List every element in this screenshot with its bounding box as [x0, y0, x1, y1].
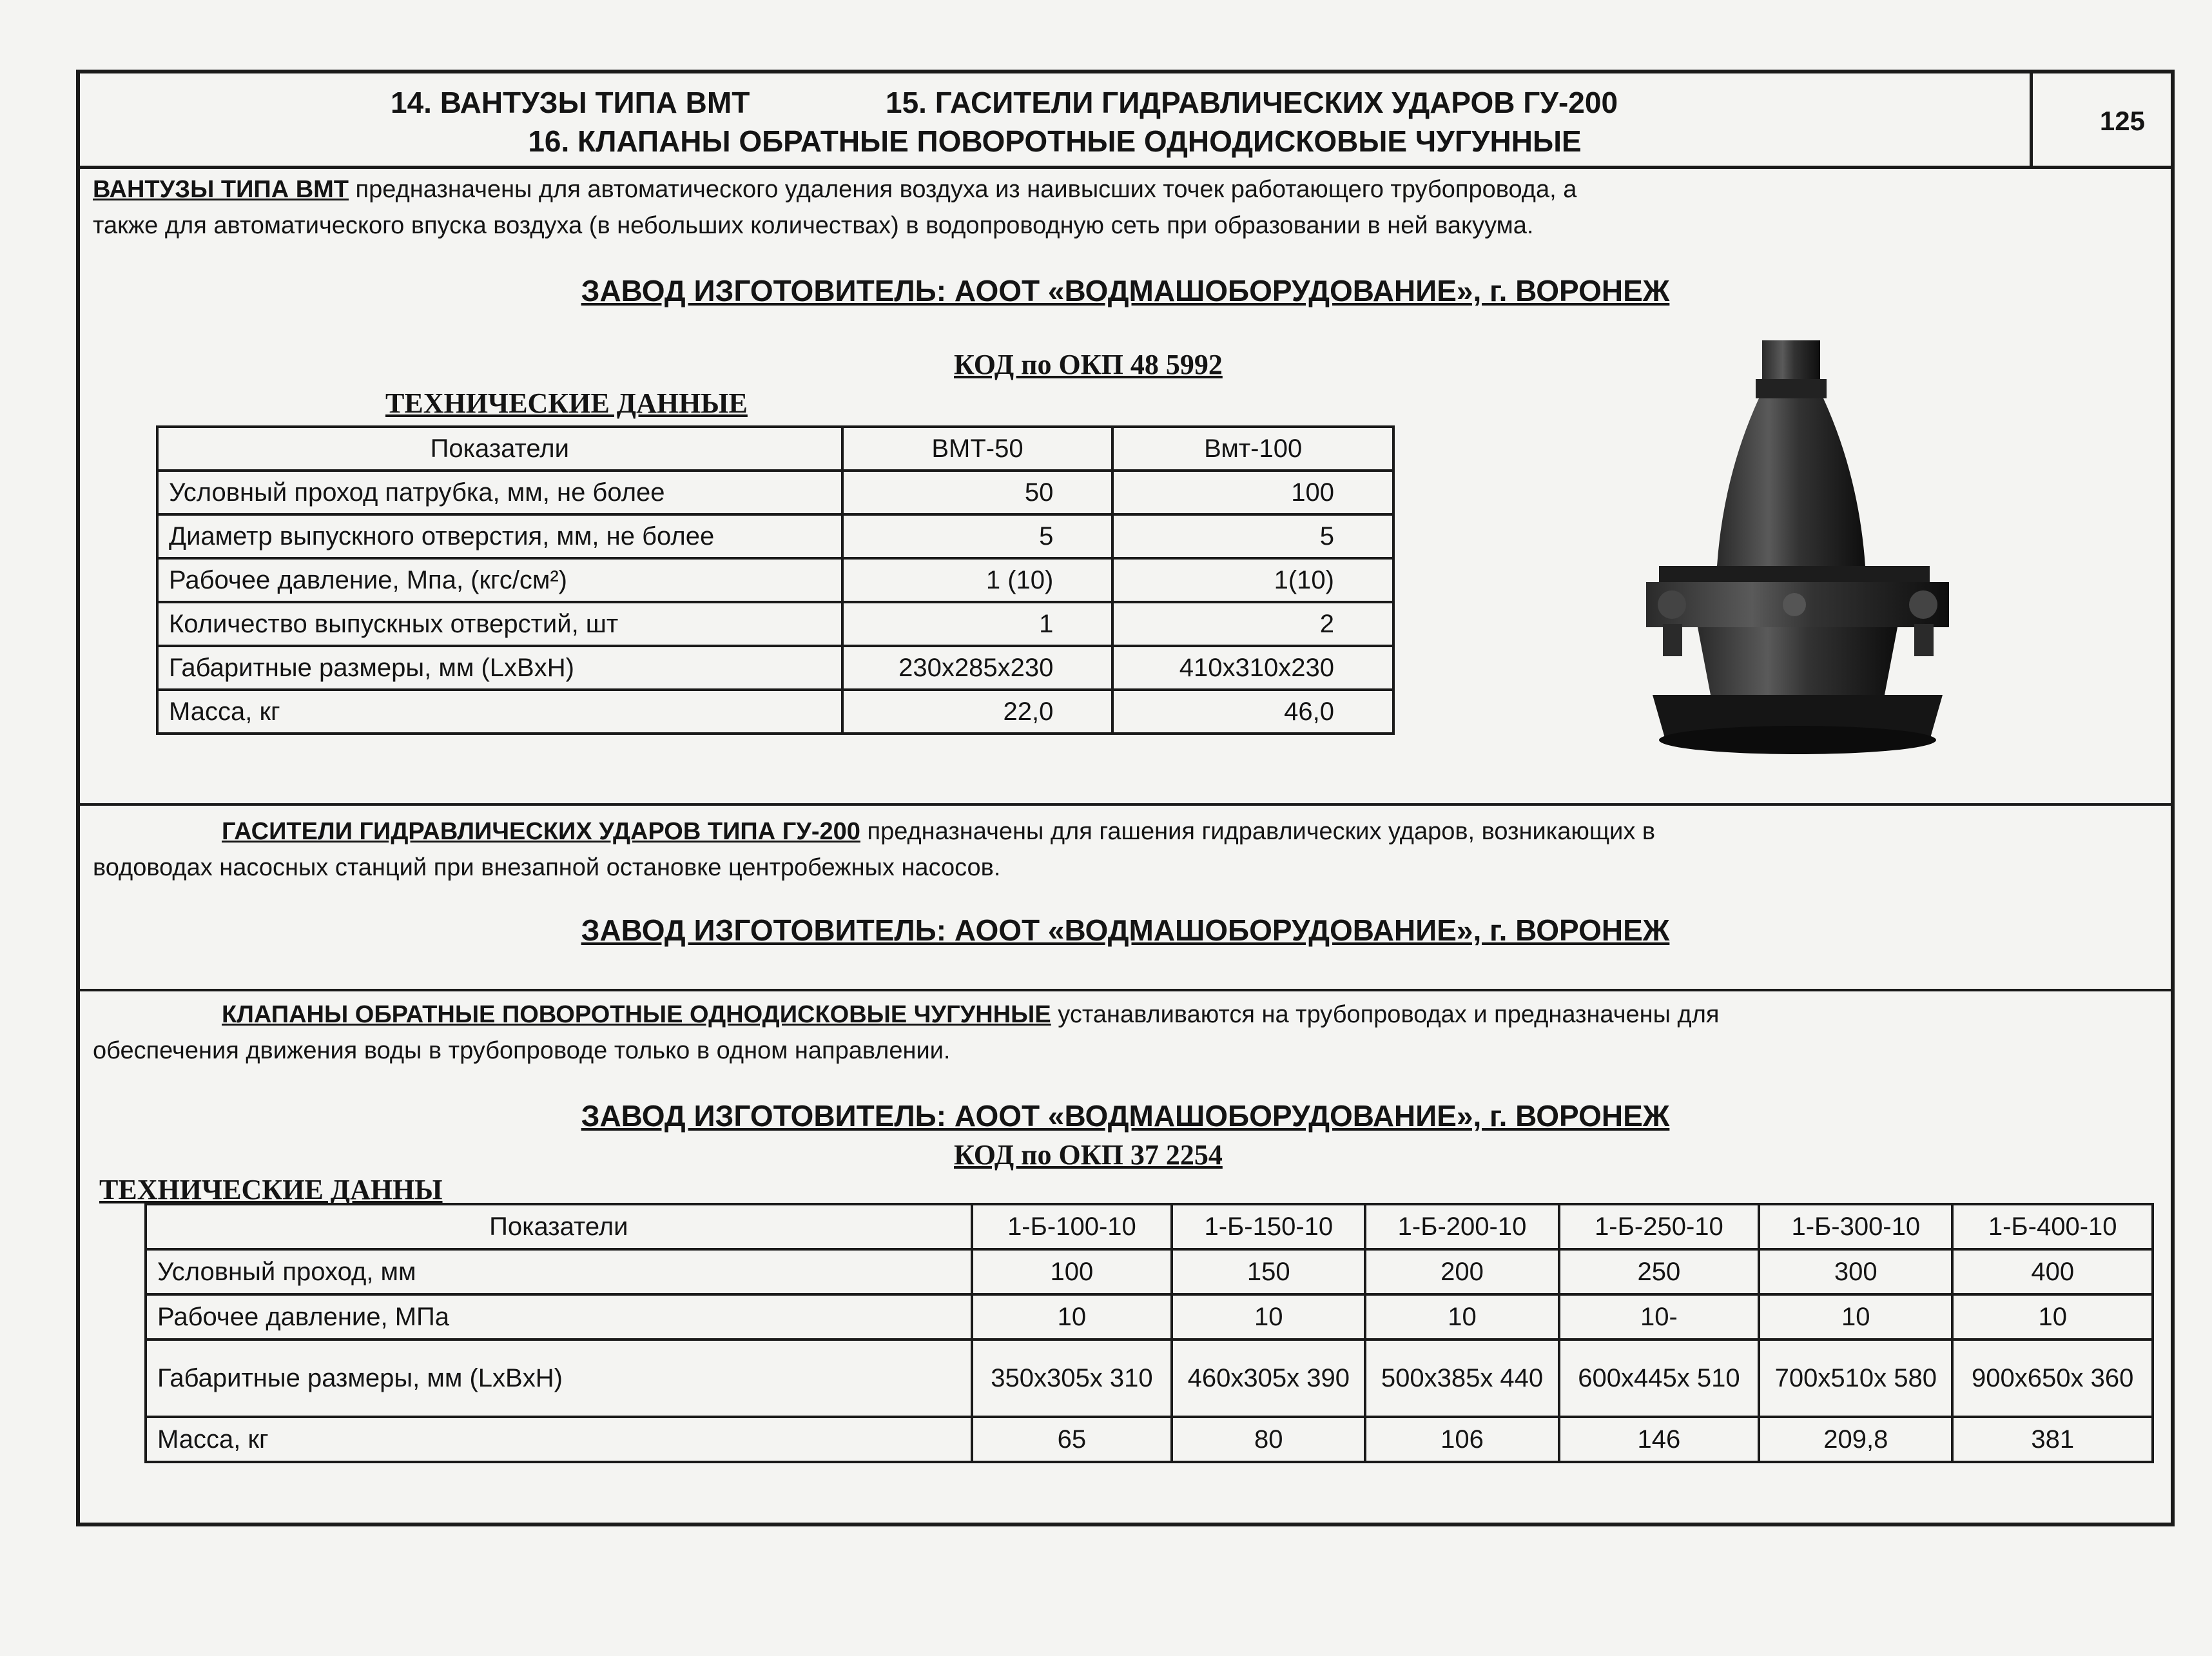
table-cell: Габаритные размеры, мм (LxBxH) [146, 1339, 972, 1417]
table-header-cell: Показатели [146, 1204, 972, 1249]
table-cell: 250 [1559, 1249, 1760, 1294]
title-14: 14. ВАНТУЗЫ ТИПА ВМТ [391, 86, 750, 119]
table-cell: 50 [842, 471, 1113, 514]
page-number: 125 [2099, 106, 2145, 136]
table-row [157, 558, 1393, 602]
table-cell: Масса, кг [157, 690, 842, 734]
table-header-cell: 1-Б-100-10 [972, 1204, 1172, 1249]
table-row [146, 1417, 2153, 1462]
table-cell: 300 [1759, 1249, 1952, 1294]
table-cell: 10 [1365, 1294, 1558, 1339]
table-cell: Рабочее давление, Мпа, (кгс/см²) [157, 558, 842, 602]
section-divider [80, 803, 2171, 806]
valves-description [93, 997, 2142, 1069]
table-cell: Условный проход патрубка, мм, не более [157, 471, 842, 514]
table-header-cell: ВМТ-50 [842, 427, 1113, 471]
table-row [157, 471, 1393, 514]
table-cell: 5 [842, 514, 1113, 558]
table-cell: Рабочее давление, МПа [146, 1294, 972, 1339]
vmt-factory: ЗАВОД ИЗГОТОВИТЕЛЬ: АООТ «ВОДМАШОБОРУДОВАНИЕ», г. ВОРОНЕЖ [581, 274, 1670, 307]
table-cell: 900x650x 360 [1952, 1339, 2153, 1417]
valves-factory: ЗАВОД ИЗГОТОВИТЕЛЬ: АООТ «ВОДМАШОБОРУДОВАНИЕ», г. ВОРОНЕЖ [581, 1099, 1670, 1133]
table-cell: 2 [1112, 602, 1393, 646]
title-16: 16. КЛАПАНЫ ОБРАТНЫЕ ПОВОРОТНЫЕ ОДНОДИСКОВЫЕ ЧУГУННЫЕ [528, 124, 1582, 158]
table-cell: 350x305x 310 [972, 1339, 1172, 1417]
table-cell: 1 (10) [842, 558, 1113, 602]
title-15: 15. ГАСИТЕЛИ ГИДРАВЛИЧЕСКИХ УДАРОВ ГУ-200 [886, 86, 1618, 119]
table-cell: 80 [1172, 1417, 1365, 1462]
page-header [80, 73, 2171, 169]
table-cell: 200 [1365, 1249, 1558, 1294]
table-row [146, 1339, 2153, 1417]
table-cell: 22,0 [842, 690, 1113, 734]
table-cell: 400 [1952, 1249, 2153, 1294]
table-header-row [157, 427, 1393, 471]
table-cell: 46,0 [1112, 690, 1393, 734]
table-cell: 700x510x 580 [1759, 1339, 1952, 1417]
table-cell: Масса, кг [146, 1417, 972, 1462]
table-cell: 10 [1172, 1294, 1365, 1339]
table-cell: 10 [972, 1294, 1172, 1339]
valves-text-line2: обеспечения движения воды в трубопроводе только в одном направлении. [93, 1037, 951, 1064]
table-header-cell: 1-Б-150-10 [1172, 1204, 1365, 1249]
table-header-cell: 1-Б-250-10 [1559, 1204, 1760, 1249]
table-cell: Габаритные размеры, мм (LxBxH) [157, 646, 842, 690]
table-cell: 410x310x230 [1112, 646, 1393, 690]
table-cell: 65 [972, 1417, 1172, 1462]
table-cell: 209,8 [1759, 1417, 1952, 1462]
section-divider [80, 989, 2171, 991]
page-frame [76, 70, 2175, 1526]
table-header-cell: 1-Б-200-10 [1365, 1204, 1558, 1249]
gu-text-line2: водоводах насосных станций при внезапной остановке центробежных насосов. [93, 854, 1001, 881]
vmt-lead: ВАНТУЗЫ ТИПА ВМТ [93, 176, 349, 203]
vantuz-valve-photo [1627, 334, 1988, 798]
table-cell: 150 [1172, 1249, 1365, 1294]
table-header-row [146, 1204, 2153, 1249]
vmt-description [93, 171, 2142, 244]
gu-factory: ЗАВОД ИЗГОТОВИТЕЛЬ: АООТ «ВОДМАШОБОРУДОВАНИЕ», г. ВОРОНЕЖ [581, 913, 1670, 947]
table-cell: 10 [1952, 1294, 2153, 1339]
table-cell: 5 [1112, 514, 1393, 558]
table-row [146, 1294, 2153, 1339]
vmt-tech-table [156, 425, 1395, 735]
table-cell: 230x285x230 [842, 646, 1113, 690]
vmt-tech-heading: ТЕХНИЧЕСКИЕ ДАННЫЕ [385, 387, 748, 419]
table-cell: Условный проход, мм [146, 1249, 972, 1294]
table-cell: 106 [1365, 1417, 1558, 1462]
table-cell: 1 [842, 602, 1113, 646]
table-header-cell: 1-Б-400-10 [1952, 1204, 2153, 1249]
table-row [146, 1249, 2153, 1294]
gu-text-line1: предназначены для гашения гидравлических ударов, возникающих в [860, 818, 1656, 845]
valves-tech-heading: ТЕХНИЧЕСКИЕ ДАННЫ [99, 1174, 443, 1205]
table-header-cell: 1-Б-300-10 [1759, 1204, 1952, 1249]
valves-tech-table [144, 1203, 2154, 1463]
header-titles [80, 73, 2033, 166]
valves-lead: КЛАПАНЫ ОБРАТНЫЕ ПОВОРОТНЫЕ ОДНОДИСКОВЫЕ ЧУГУННЫЕ [222, 1001, 1051, 1028]
table-cell: Диаметр выпускного отверстия, мм, не более [157, 514, 842, 558]
table-cell: 10 [1759, 1294, 1952, 1339]
table-header-cell: Показатели [157, 427, 842, 471]
valves-text-line1: устанавливаются на трубопроводах и предназначены для [1051, 1001, 1720, 1028]
vmt-text-line1: предназначены для автоматического удаления воздуха из наивысших точек работающего трубопровода, а [349, 176, 1577, 203]
table-cell: 500x385x 440 [1365, 1339, 1558, 1417]
table-cell: 146 [1559, 1417, 1760, 1462]
table-cell: 100 [1112, 471, 1393, 514]
table-row [157, 646, 1393, 690]
table-row [157, 602, 1393, 646]
table-cell: 10- [1559, 1294, 1760, 1339]
table-cell: 1(10) [1112, 558, 1393, 602]
table-row [157, 690, 1393, 734]
vmt-okp-code: КОД по ОКП 48 5992 [954, 349, 1223, 380]
table-cell: 381 [1952, 1417, 2153, 1462]
table-cell: Количество выпускных отверстий, шт [157, 602, 842, 646]
table-cell: 600x445x 510 [1559, 1339, 1760, 1417]
table-cell: 460x305x 390 [1172, 1339, 1365, 1417]
table-row [157, 514, 1393, 558]
gu-lead: ГАСИТЕЛИ ГИДРАВЛИЧЕСКИХ УДАРОВ ТИПА ГУ-200 [222, 818, 860, 845]
table-cell: 100 [972, 1249, 1172, 1294]
vmt-text-line2: также для автоматического впуска воздуха (в небольших количествах) в водопроводную сеть при образовании в ней вакуума. [93, 212, 1534, 239]
gu-description [93, 813, 2142, 886]
table-header-cell: Вмт-100 [1112, 427, 1393, 471]
valves-okp-code: КОД по ОКП 37 2254 [954, 1139, 1223, 1171]
